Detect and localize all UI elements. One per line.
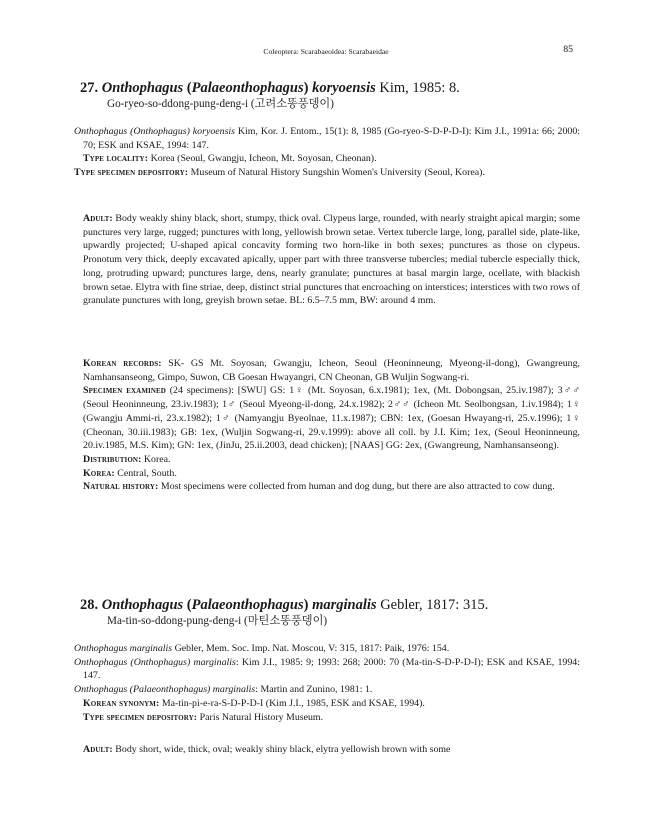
korean-records: Korean records: SK- GS Mt. Soyosan, Gwangju, Icheon, Seoul (Heoninneung, Myeong-il-dong), Gwangreung, Namhansanseong, Gimpo, Suwon, CB Goesan Hwayangri, CN Cheonan, GB Wuljin Sogwang-ri. — [83, 358, 580, 383]
natural-history: Natural history: Most specimens were collected from human and dog dung, but there are also attracted to cow dung. — [83, 481, 555, 493]
subgenus-name: Palaeonthophagus — [191, 597, 304, 613]
authority: Kim, 1985: 8. — [379, 80, 460, 96]
reference-entry: Onthophagus marginalis Gebler, Mem. Soc. Imp. Nat. Moscou, V: 315, 1817: Paik, 1976: 154. — [74, 643, 450, 654]
reference-entry: Onthophagus (Onthophagus) marginalis: Kim J.I., 1985: 9; 1993: 268; 2000: 70 (Ma-tin-S-D-P-D-I); ESK and KSAE, 1994: 147. — [74, 656, 580, 682]
specimens-examined: Specimen examined (24 specimens): [SWU] GS: 1♀ (Mt. Soyosan, 6.x.1981); 1ex, (Mt. Dobongsan, 25.iv.1987); 3♂♂ (Seoul Heoninneung, 23.iv.1983); 1♂ (Seoul Myeong-il-dong, 24.x.1982); 2♂♂ (Icheon Mt. Seolbongsan, 1.iv.1984); 1♀ (Gwangju Ammi-ri, 23.x.1982); 1♂ (Namyangju Byeolnae, 11.x.1987); CBN: 1ex, (Goesan Hwayang-ri, 25.v.1996); 1♀ (Cheonan, 30.iii.1983); GB: 1ex, (Wuljin Sogwang-ri, 29.v.1999): above all coll. by J.I. Kim; 1ex, (Seoul Heoninneung, 20.iv.1985, M.S. Kim); GN: 1ex, (JinJu, 25.ii.2003, dead chicken); [NAAS] GG: 2ex, (Gwangreung, Namhansanseong). — [83, 385, 581, 452]
type-depository: Type specimen depository: Museum of Natural History Sungshin Women's University (Seoul, Korea). — [74, 167, 485, 179]
korean-synonym: Korean synonym: Ma-tin-pi-e-ra-S-D-P-D-I (Kim J.I., 1985, ESK and KSAE, 1994). — [83, 697, 425, 709]
species-number: 27. — [80, 80, 99, 96]
reference-entry: Onthophagus (Palaeonthophagus) marginalis: Martin and Zunino, 1981: 1. — [74, 684, 373, 696]
running-header — [0, 44, 652, 58]
species-27-references — [74, 125, 580, 180]
genus: Onthophagus — [101, 80, 184, 96]
type-depository: Type specimen depository: Paris Natural History Museum. — [83, 711, 324, 723]
epithet: koryoensis — [312, 80, 376, 96]
running-title: Coleoptera: Scarabaeoidea: Scarabaeidae — [263, 47, 389, 56]
korean-name: Ma-tin-so-ddong-pung-deng-i (마틴소똥풍뎅이) — [107, 615, 328, 627]
type-locality: Type locality: Korea (Seoul, Gwangju, Icheon, Mt. Soyosan, Cheonan). — [83, 153, 377, 165]
distribution: Distribution: Korea. — [83, 453, 171, 465]
species-28-references — [74, 642, 580, 724]
genus: Onthophagus — [101, 597, 184, 613]
subgenus: (Palaeonthophagus) — [186, 597, 309, 613]
authority: Gebler, 1817: 315. — [380, 597, 489, 613]
adult-description: Adult: Body weakly shiny black, short, stumpy, thick oval. Clypeus large, rounded, with nearly straight apical margin; some punctures very large, rugged; punctures with long, yellowish brown setae. Vertex tubercle large, long, parallel side, plate-like, upwardly projected; U-shaped apical concavity forming two horn-like in both sexes; punctures as those on clypeus. Pronotum very thick, deeply excavated apically, upper part with three transverse tubercles; medial tubercle especially thick, long, protruding upward; punctures large, dens, nearly granulate; punctures at basal margin large, ocellate, with blackish brown setae. Elytra with fine striae, deep, distinct strial punctures that encroaching on interstices; interstices with two rows of granulate punctures with long, greyish brown setae. BL: 6.5–7.5 mm, BW: around 4 mm. — [83, 213, 580, 307]
korea-range: Korea: Central, South. — [83, 467, 177, 479]
species-heading-28 — [80, 597, 600, 614]
reference-entry: Onthophagus (Onthophagus) koryoensis Kim, Kor. J. Entom., 15(1): 8, 1985 (Go-ryeo-S-D-P-D-I): Kim J.I., 1991a: 66; 2000: 70; ESK and KSAE, 1994: 147. — [74, 126, 581, 151]
subgenus: (Palaeonthophagus) — [186, 80, 309, 96]
records-section — [74, 357, 580, 494]
epithet: marginalis — [312, 597, 377, 613]
species-heading-27 — [80, 80, 600, 97]
adult-description: Adult: Body short, wide, thick, oval; weakly shiny black, elytra yellowish brown with some — [83, 744, 451, 755]
subgenus-name: Palaeonthophagus — [191, 80, 304, 96]
species-number: 28. — [80, 597, 99, 613]
korean-name: Go-ryeo-so-ddong-pung-deng-i (고려소똥풍뎅이) — [107, 98, 334, 110]
page-number: 85 — [563, 44, 573, 55]
